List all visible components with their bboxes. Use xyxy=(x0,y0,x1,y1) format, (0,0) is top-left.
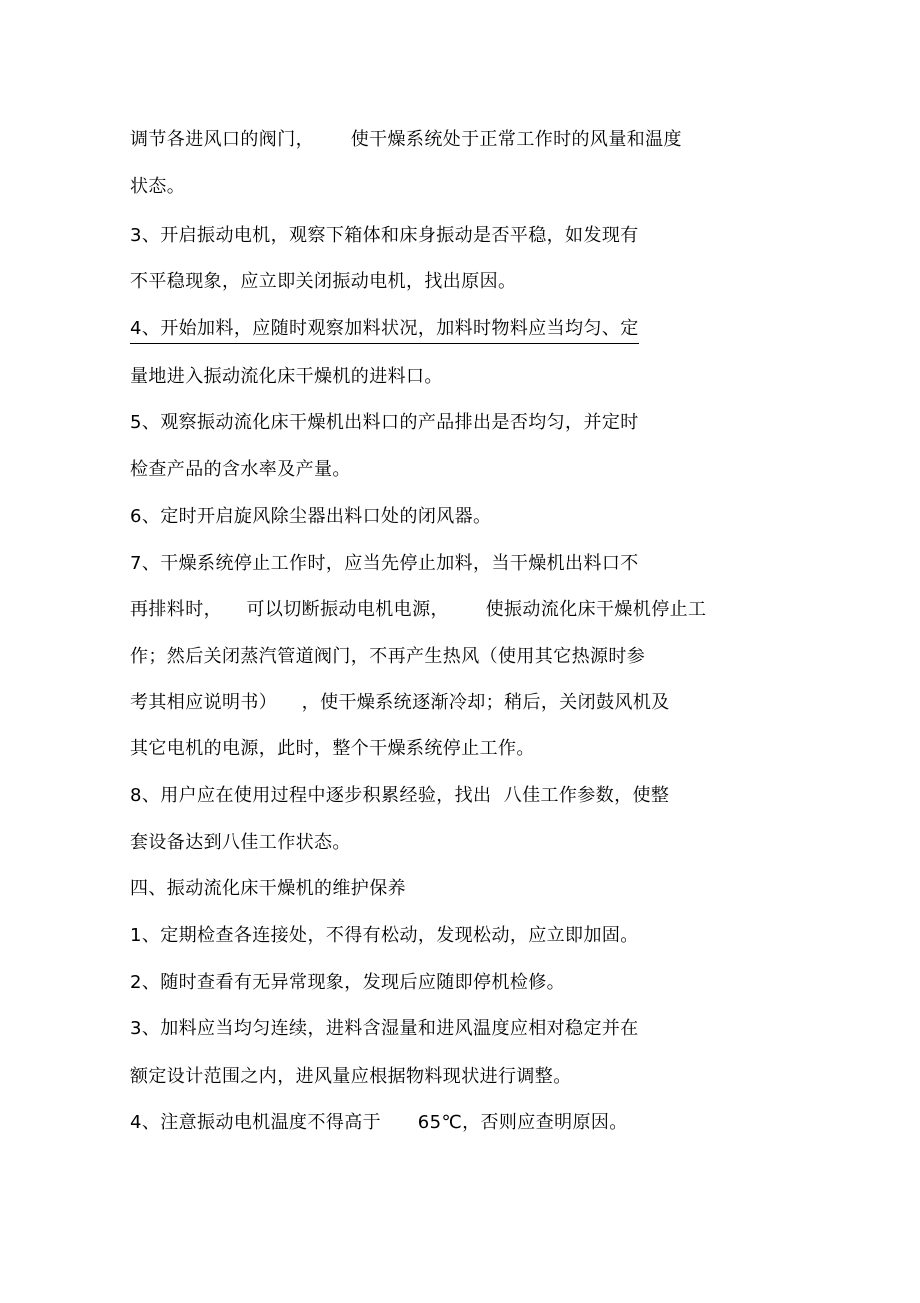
text-line: 1、定期检查各连接处，不得有松动，发现松动，应立即加固。 xyxy=(130,925,639,946)
text-line: 5、观察振动流化床干燥机出料口的产品排出是否均匀，并定时 xyxy=(130,412,639,433)
text-line: 作；然后关闭蒸汽管道阀门，不再产生热风（使用其它热源时参 xyxy=(130,646,646,667)
text-line: 4、注意振动电机温度不得高于 65℃，否则应查明原因。 xyxy=(130,1112,628,1133)
text-line: 套设备达到八佳工作状态。 xyxy=(130,832,351,853)
text-line: 额定设计范围之内，进风量应根据物料现状进行调整。 xyxy=(130,1066,572,1087)
text-line: 考其相应说明书） ，使干燥系统逐渐冷却；稍后，关闭鼓风机及 xyxy=(130,692,670,713)
underlined-text-line: 4、开始加料，应随时观察加料状况，加料时物料应当均匀、定 xyxy=(130,316,639,344)
text-line: 6、定时开启旋风除尘器出料口处的闭风器。 xyxy=(130,506,492,527)
text-line: 量地进入振动流化床干燥机的进料口。 xyxy=(130,366,443,387)
text-line: 再排料时， 可以切断振动电机电源， 使振动流化床干燥机停止工 xyxy=(130,599,707,620)
text-line: 其它电机的电源，此时，整个干燥系统停止工作。 xyxy=(130,738,535,759)
text-line: 8、用户应在使用过程中逐步积累经验，找出 八佳工作参数，使整 xyxy=(130,785,670,806)
text-line: 不平稳现象，应立即关闭振动电机，找出原因。 xyxy=(130,271,517,292)
text-line: 2、随时查看有无异常现象，发现后应随即停机检修。 xyxy=(130,972,566,993)
text-line: 3、加料应当均匀连续，进料含湿量和进风温度应相对稳定并在 xyxy=(130,1018,639,1039)
text-line: 3、开启振动电机，观察下箱体和床身振动是否平稳，如发现有 xyxy=(130,225,639,246)
text-line: 7、干燥系统停止工作时，应当先停止加料，当干燥机出料口不 xyxy=(130,553,639,574)
section-heading: 四、振动流化床干燥机的维护保养 xyxy=(130,878,406,899)
text-line: 调节各进风口的阀门， 使干燥系统处于正常工作时的风量和温度 xyxy=(130,129,682,150)
text-line: 检查产品的含水率及产量。 xyxy=(130,459,351,480)
text-line: 状态。 xyxy=(130,176,186,197)
